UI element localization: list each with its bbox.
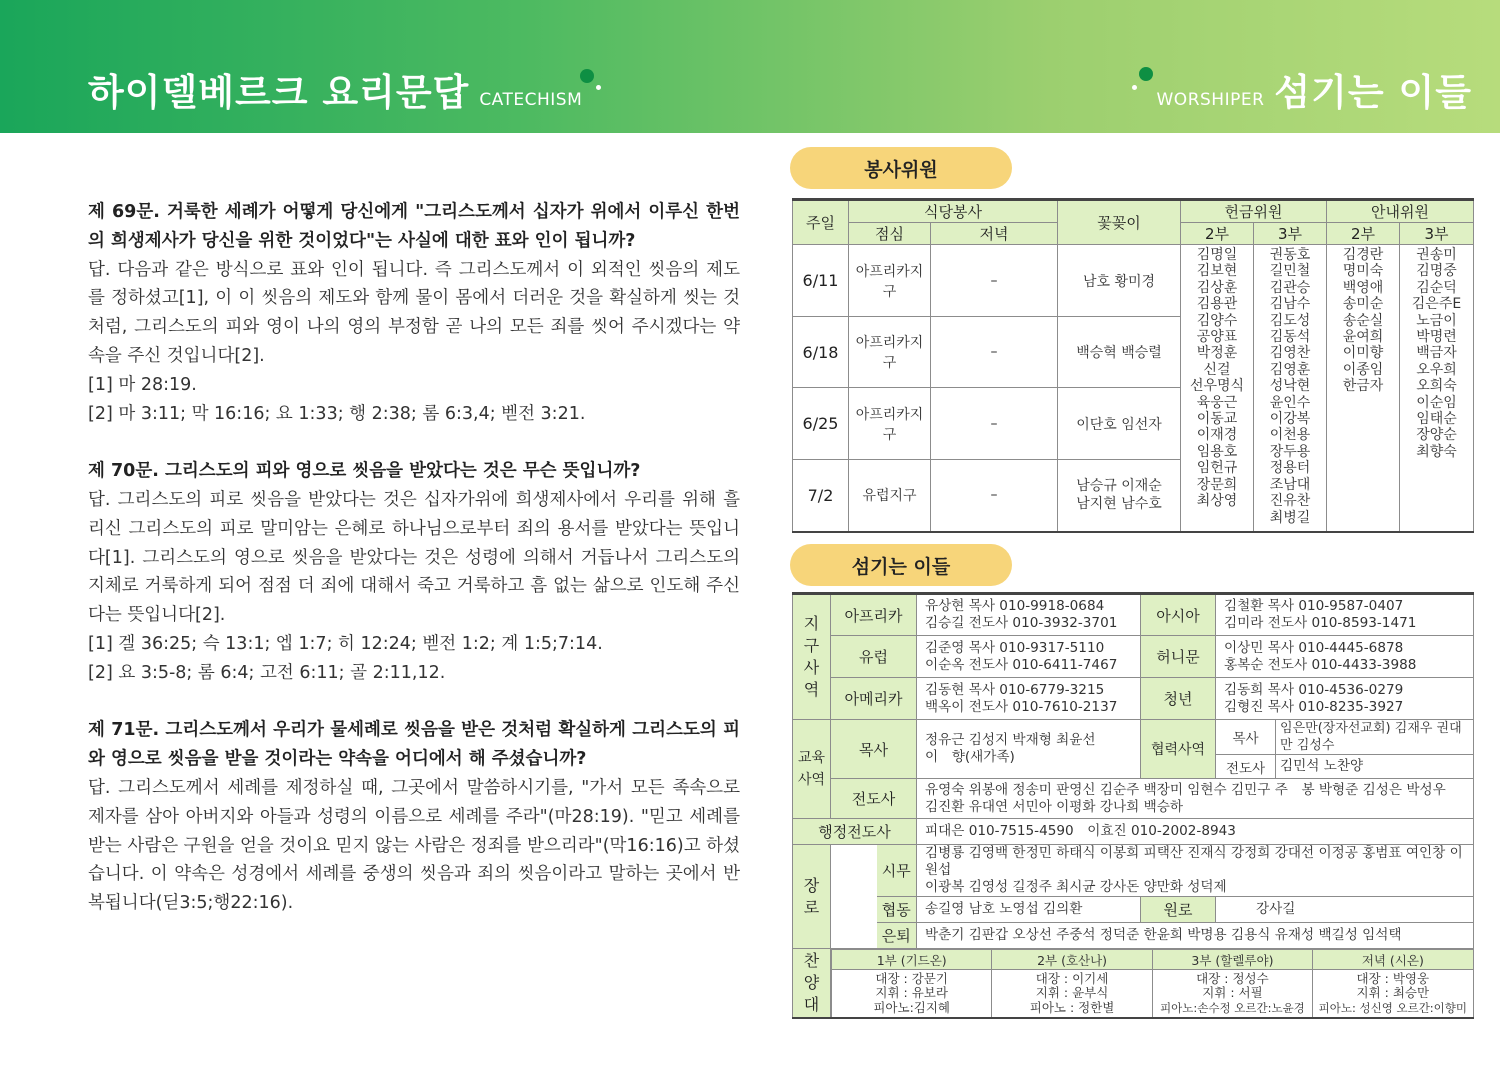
header-usher-3: 3부 bbox=[1400, 223, 1474, 245]
header-offering: 헌금위원 bbox=[1181, 200, 1327, 223]
usher-2-list bbox=[1327, 245, 1400, 532]
name: 박정훈 bbox=[1196, 345, 1238, 362]
choir-label: 찬양대 bbox=[793, 949, 831, 1019]
name: 오우희 bbox=[1416, 361, 1457, 378]
district-america-contacts bbox=[917, 678, 1141, 720]
name: 공양표 bbox=[1196, 329, 1238, 346]
coop-pastor-label: 목사 bbox=[1216, 720, 1276, 755]
row-lunch: 아프리카지구 bbox=[849, 317, 931, 388]
coop-evangelist-label: 전도사 bbox=[1216, 755, 1276, 779]
header-usher-2: 2부 bbox=[1327, 223, 1400, 245]
contact-line: 김형진 목사 010-8235-3927 bbox=[1224, 698, 1404, 715]
row-date: 6/25 bbox=[793, 388, 849, 460]
name: 김명중 bbox=[1416, 263, 1457, 280]
elders-retired-label: 은퇴 bbox=[877, 923, 917, 949]
name: 박명련 bbox=[1416, 329, 1457, 346]
district-africa-contacts bbox=[917, 594, 1141, 636]
name: 김동석 bbox=[1269, 329, 1311, 346]
small-dot-icon bbox=[596, 85, 601, 90]
choir-leader: 대장 : 박영웅 bbox=[1356, 970, 1430, 986]
district-youth-contacts bbox=[1216, 678, 1474, 720]
name: 김보현 bbox=[1196, 263, 1238, 280]
coop-evangelists: 김민석 노찬양 bbox=[1276, 755, 1474, 779]
district-label: 지구사역 bbox=[793, 594, 831, 720]
district-africa: 아프리카 bbox=[831, 594, 917, 636]
header-cafeteria: 식당봉사 bbox=[849, 200, 1058, 223]
row-date: 6/18 bbox=[793, 317, 849, 388]
contact-line: 이순옥 전도사 010-6411-7467 bbox=[925, 656, 1118, 673]
name: 이순임 bbox=[1416, 394, 1457, 411]
name: 이강복 bbox=[1269, 411, 1311, 428]
choir-1 bbox=[832, 970, 992, 1018]
name: 김도성 bbox=[1269, 312, 1311, 329]
reference-70-1: [1] 겔 36:25; 슥 13:1; 엡 1:7; 히 12:24; 벧전 1:2; 계 1:5;7:14. bbox=[88, 633, 603, 654]
volunteers-heading: 봉사위원 bbox=[790, 147, 1012, 189]
reference-69-2: [2] 마 3:11; 막 16:16; 요 1:33; 행 2:38; 롬 6:3,4; 벧전 3:21. bbox=[88, 403, 586, 424]
name-line: 정유근 김성지 박재형 최윤선 bbox=[925, 732, 1096, 748]
name: 임태순 bbox=[1416, 411, 1457, 428]
header-offering-2: 2부 bbox=[1181, 223, 1254, 245]
elders-active bbox=[917, 845, 1474, 897]
reference-69-1: [1] 마 28:19. bbox=[88, 374, 197, 395]
row-dinner: – bbox=[931, 388, 1058, 460]
district-europe-contacts bbox=[917, 636, 1141, 678]
name-line: 김병룡 김영백 한정민 하태식 이봉희 피택산 진재식 강정희 강대선 이정공 홍범표 여인창 이원섭 bbox=[925, 845, 1463, 878]
name: 최상영 bbox=[1196, 493, 1238, 510]
name: 김관승 bbox=[1269, 279, 1311, 296]
choir-accompanist: 피아노 : 정한별 bbox=[1029, 999, 1115, 1015]
contact-line: 김동희 목사 010-4536-0279 bbox=[1224, 681, 1404, 698]
name: 오희숙 bbox=[1416, 378, 1457, 395]
name: 최향숙 bbox=[1416, 443, 1457, 460]
name: 김영훈 bbox=[1269, 361, 1311, 378]
row-dinner: – bbox=[931, 317, 1058, 388]
name-line: 이 향(새가족) bbox=[925, 749, 1015, 765]
row-lunch: 아프리카지구 bbox=[849, 388, 931, 460]
catechism-subtitle: CATECHISM bbox=[479, 90, 583, 110]
row-dinner: – bbox=[931, 245, 1058, 317]
choir-1-head: 1부 (기드온) bbox=[832, 950, 992, 970]
name: 김양수 bbox=[1196, 312, 1238, 329]
question-71: 제 71문. 그리스도께서 우리가 물세례로 씻음을 받은 것처럼 확실하게 그리스도의 피와 영으로 씻음을 받을 것이라는 약속을 어디에서 해 주셨습니까? bbox=[88, 720, 740, 770]
district-hanimoon-contacts bbox=[1216, 636, 1474, 678]
row-lunch: 아프리카지구 bbox=[849, 245, 931, 317]
contact-line: 김준영 목사 010-9317-5110 bbox=[925, 639, 1105, 656]
header-offering-3: 3부 bbox=[1254, 223, 1327, 245]
volunteers-table bbox=[792, 198, 1474, 533]
elders-senior-label: 원로 bbox=[1141, 897, 1216, 923]
district-youth: 청년 bbox=[1141, 678, 1216, 720]
name: 백영애 bbox=[1342, 279, 1384, 296]
name: 김상훈 bbox=[1196, 279, 1238, 296]
name: 백금자 bbox=[1416, 345, 1457, 362]
name: 임용호 bbox=[1196, 443, 1238, 460]
worshiper-title-group bbox=[1157, 62, 1473, 116]
name: 김남수 bbox=[1269, 296, 1311, 313]
dot-icon bbox=[580, 69, 594, 83]
name: 김용관 bbox=[1196, 296, 1238, 313]
worshiper-subtitle: WORSHIPER bbox=[1156, 90, 1265, 110]
name: 선우명식 bbox=[1189, 378, 1245, 395]
choir-conductor: 지휘 : 유보라 bbox=[875, 985, 948, 1001]
choir-conductor: 지휘 : 서필 bbox=[1202, 985, 1263, 1001]
name: 장문희 bbox=[1196, 476, 1238, 493]
name-line: 김진환 유대연 서민아 이평화 강나희 백승하 bbox=[925, 798, 1183, 815]
offering-2-list bbox=[1181, 245, 1254, 532]
name: 길민철 bbox=[1269, 263, 1311, 280]
offering-3-list bbox=[1254, 245, 1327, 532]
district-hanimoon: 허니문 bbox=[1141, 636, 1216, 678]
name: 김영찬 bbox=[1269, 345, 1311, 362]
coop-pastors: 임은만(장자선교회) 김재우 권대만 김성수 bbox=[1276, 720, 1474, 755]
choir-leader: 대장 : 강문기 bbox=[875, 970, 948, 986]
choir-conductor: 지휘 : 최승만 bbox=[1356, 985, 1430, 1001]
education-label: 교육사역 bbox=[793, 720, 831, 819]
name: 김순덕 bbox=[1416, 279, 1457, 296]
elders-label: 장로 bbox=[793, 845, 831, 949]
name: 이종임 bbox=[1342, 361, 1384, 378]
education-evangelist-label: 전도사 bbox=[831, 779, 917, 819]
name: 송순실 bbox=[1342, 312, 1384, 329]
catechism-title-group bbox=[88, 62, 582, 116]
header-flowers: 꽃꽂이 bbox=[1058, 200, 1181, 245]
header-lunch: 점심 bbox=[849, 223, 931, 245]
name: 조남대 bbox=[1269, 476, 1311, 493]
name: 노금이 bbox=[1416, 312, 1457, 329]
cooperation-label: 협력사역 bbox=[1141, 720, 1216, 779]
contact-line: 유상현 목사 010-9918-0684 bbox=[925, 598, 1105, 614]
name: 장두용 bbox=[1269, 443, 1311, 460]
name: 최병길 bbox=[1269, 509, 1311, 526]
elders-retired: 박춘기 김판갑 오상선 주중석 정덕준 한윤희 박명용 김용식 유재성 백길성 임석택 bbox=[917, 923, 1474, 949]
elders-senior: 강사길 bbox=[1216, 897, 1474, 923]
elders-coop-label: 협동 bbox=[877, 897, 917, 923]
name: 이천용 bbox=[1269, 427, 1311, 444]
choir-2-head: 2부 (호산나) bbox=[992, 950, 1152, 970]
header-dinner: 저녁 bbox=[931, 223, 1058, 245]
name: 성낙현 bbox=[1269, 378, 1311, 395]
name: 김은주E bbox=[1411, 296, 1462, 313]
name: 이동교 bbox=[1196, 411, 1238, 428]
choir-2 bbox=[992, 970, 1152, 1018]
name: 김명일 bbox=[1196, 247, 1238, 263]
row-date: 7/2 bbox=[793, 460, 849, 532]
district-asia-contacts bbox=[1216, 594, 1474, 636]
district-asia: 아시아 bbox=[1141, 594, 1216, 636]
contact-line: 김동현 목사 010-6779-3215 bbox=[925, 681, 1105, 698]
contact-line: 백옥이 전도사 010-7610-2137 bbox=[925, 698, 1118, 715]
row-flowers: 이단호 임선자 bbox=[1058, 388, 1181, 460]
name: 육웅근 bbox=[1196, 394, 1238, 411]
admin-label: 행정전도사 bbox=[793, 819, 917, 845]
servants-heading: 섬기는 이들 bbox=[790, 544, 1012, 586]
usher-3-list bbox=[1400, 245, 1474, 532]
choir-table bbox=[831, 949, 1474, 1018]
admin-contacts: 피대은 010-7515-4590 이효진 010-2002-8943 bbox=[917, 819, 1474, 845]
name: 권동호 bbox=[1269, 247, 1311, 263]
question-70: 제 70문. 그리스도의 피와 영으로 씻음을 받았다는 것은 무슨 뜻입니까? bbox=[88, 461, 641, 482]
choir-4 bbox=[1313, 970, 1473, 1018]
district-america: 아메리카 bbox=[831, 678, 917, 720]
header-week: 주일 bbox=[793, 200, 849, 245]
question-69: 제 69문. 거룩한 세례가 어떻게 당신에게 "그리스도께서 십자가 위에서 이루신 한번의 희생제사가 당신을 위한 것이었다"는 사실에 대한 표와 인이 됩니까? bbox=[88, 202, 740, 251]
contact-line: 김철환 목사 010-9587-0407 bbox=[1224, 598, 1404, 614]
contact-line: 이상민 목사 010-4445-6878 bbox=[1224, 639, 1404, 656]
education-pastors bbox=[917, 720, 1141, 779]
worshiper-title: 섬기는 이들 bbox=[1274, 71, 1472, 114]
answer-69: 답. 다음과 같은 방식으로 표와 인이 됩니다. 즉 그리스도께서 이 외적인 씻음의 제도를 정하셨고[1], 이 이 씻음의 제도와 함께 물이 몸에서 더러운 것을 확실하게 씻는 것처럼, 그리스도의 피와 영이 나의 영의 부정함 곧 나의 모든 죄를 씻어 주시겠다는 약속을 주신 것입니다[2]. bbox=[88, 259, 740, 366]
name: 이재경 bbox=[1196, 427, 1238, 444]
name: 임헌규 bbox=[1196, 460, 1238, 477]
elders-coop: 송길영 남호 노영섭 김의환 bbox=[917, 897, 1141, 923]
answer-70: 답. 그리스도의 피로 씻음을 받았다는 것은 십자가위에 희생제사에서 우리를 위해 흘리신 그리스도의 피로 말미암는 은혜로 하나님으로부터 죄의 용서를 받았다는 뜻입니다[1]. 그리스도의 영으로 씻음을 받았다는 것은 성령에 의해서 거듭나서 그리스도의 지체로 거룩하게 되어 점점 더 죄에 대해서 죽고 거룩하고 흠 없는 삶으로 인도해 주신다는 뜻입니다[2]. bbox=[88, 489, 740, 626]
name: 이미향 bbox=[1342, 345, 1384, 362]
header-usher: 안내위원 bbox=[1327, 200, 1474, 223]
name: 명미숙 bbox=[1342, 263, 1384, 280]
name-line: 유영숙 위봉애 정송미 판영신 김순주 백장미 임현수 김민구 주 봉 박형준 김성은 박성우 bbox=[925, 781, 1446, 798]
name: 송미순 bbox=[1342, 296, 1384, 313]
row-lunch: 유럽지구 bbox=[849, 460, 931, 532]
name: 권송미 bbox=[1416, 247, 1457, 263]
education-pastor-label: 목사 bbox=[831, 720, 917, 779]
catechism-body bbox=[88, 198, 740, 918]
name: 윤여희 bbox=[1342, 329, 1384, 346]
name: 장양순 bbox=[1416, 427, 1457, 444]
name-line: 이광복 김영성 길정주 최시균 강사돈 양만화 성덕제 bbox=[925, 879, 1227, 895]
name: 김경란 bbox=[1342, 247, 1384, 263]
answer-71: 답. 그리스도께서 세례를 제정하실 때, 그곳에서 말씀하시기를, "가서 모든 족속으로 제자를 삼아 아버지와 아들과 성령의 이름으로 세례를 주라"(마28:19). "믿고 세례를 받는 사람은 구원을 얻을 것이요 믿지 않는 사람은 정죄를 받으리라"(막16:16)고 하셨습니다. 이 약속은 성경에서 세례를 중생의 씻음과 죄의 씻음이라고 말하는 곳에서 반복됩니다(딛3:5;행22:16). bbox=[88, 777, 740, 914]
district-europe: 유럽 bbox=[831, 636, 917, 678]
choir-4-head: 저녁 (시온) bbox=[1313, 950, 1473, 970]
name: 윤인수 bbox=[1269, 394, 1311, 411]
choir-3 bbox=[1152, 970, 1312, 1018]
name: 한금자 bbox=[1342, 378, 1384, 395]
row-flowers: 남호 황미경 bbox=[1058, 245, 1181, 317]
servants-table bbox=[792, 592, 1474, 1019]
dot-icon bbox=[1139, 67, 1153, 81]
reference-70-2: [2] 요 3:5-8; 롬 6:4; 고전 6:11; 골 2:11,12. bbox=[88, 662, 446, 683]
choir-leader: 대장 : 정성수 bbox=[1196, 970, 1269, 986]
row-flowers: 남승규 이재순 남지현 남수호 bbox=[1058, 460, 1181, 532]
small-dot-icon bbox=[1132, 85, 1137, 90]
row-flowers: 백승혁 백승렬 bbox=[1058, 317, 1181, 388]
name: 정용터 bbox=[1269, 460, 1311, 477]
choir-accompanist: 피아노: 성신영 오르간:이향미 bbox=[1318, 1000, 1468, 1015]
name: 진유찬 bbox=[1269, 493, 1311, 510]
choir-conductor: 지휘 : 윤부식 bbox=[1035, 985, 1109, 1001]
choir-accompanist: 피아노:손수정 오르간:노윤경 bbox=[1160, 1000, 1305, 1015]
contact-line: 김미라 전도사 010-8593-1471 bbox=[1224, 615, 1417, 631]
contact-line: 김승길 전도사 010-3932-3701 bbox=[925, 615, 1118, 631]
education-evangelists bbox=[917, 779, 1474, 819]
row-dinner: – bbox=[931, 460, 1058, 532]
catechism-title: 하이델베르크 요리문답 bbox=[88, 71, 470, 114]
choir-leader: 대장 : 이기세 bbox=[1035, 970, 1109, 986]
choir-3-head: 3부 (할렐루야) bbox=[1152, 950, 1312, 970]
contact-line: 홍복순 전도사 010-4433-3988 bbox=[1224, 656, 1417, 673]
row-date: 6/11 bbox=[793, 245, 849, 317]
elders-active-label: 시무 bbox=[877, 845, 917, 897]
header-band bbox=[0, 0, 1500, 133]
choir-accompanist: 피아노:김지혜 bbox=[873, 999, 951, 1015]
name: 신걸 bbox=[1203, 361, 1231, 378]
